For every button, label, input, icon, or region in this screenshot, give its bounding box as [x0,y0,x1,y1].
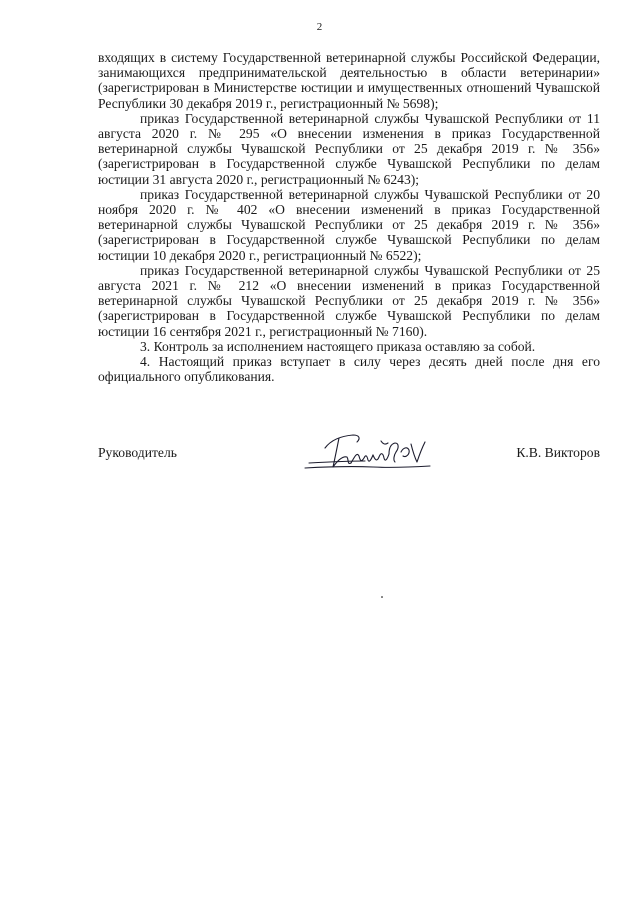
stray-dot [381,596,383,598]
signature-block [98,430,600,480]
paragraph-continuation: входящих в систему Государственной ветеринарной службы Российской Федерации, занимающихся предпринимательской деятельностью в области ветеринарии» (зарегистрирован в Министерстве юстиции и имущественных отношений Чувашской Республики 30 декабря 2019 г., регистрационный № 5698); [98,50,600,111]
paragraph-effective-date: 4. Настоящий приказ вступает в силу через десять дней после дня его официального опубликования. [98,354,600,385]
handwritten-signature [303,430,433,478]
document-body [98,50,600,384]
paragraph-control: 3. Контроль за исполнением настоящего приказа оставляю за собой. [140,338,536,354]
paragraph-order-295: приказ Государственной ветеринарной службы Чувашской Республики от 11 августа 2020 г. № 295 «О внесении изменения в приказ Государственной ветеринарной службы Чувашской Республики от 25 декабря 2019 г. № 356» (зарегистрирован в Государственной службе Чувашской Республики по делам юстиции 31 августа 2020 г., регистрационный № 6243); [98,110,600,187]
paragraph-order-402: приказ Государственной ветеринарной службы Чувашской Республики от 20 ноября 2020 г. № 402 «О внесении изменений в приказ Государственной ветеринарной службы Чувашской Республики от 25 декабря 2019 г. № 356» (зарегистрирован в Государственной службе Чувашской Республики по делам юстиции 10 декабря 2020 г., регистрационный № 6522); [98,186,600,263]
paragraph-order-212: приказ Государственной ветеринарной службы Чувашской Республики от 25 августа 2021 г. № 212 «О внесении изменений в приказ Государственной ветеринарной службы Чувашской Республики от 25 декабря 2019 г. № 356» (зарегистрирован в Государственной службе Чувашской Республики по делам юстиции 16 сентября 2021 г., регистрационный № 7160). [98,262,600,339]
signatory-position: Руководитель [98,445,177,460]
page-number: 2 [316,21,323,33]
signatory-name: К.В. Викторов [516,445,600,460]
